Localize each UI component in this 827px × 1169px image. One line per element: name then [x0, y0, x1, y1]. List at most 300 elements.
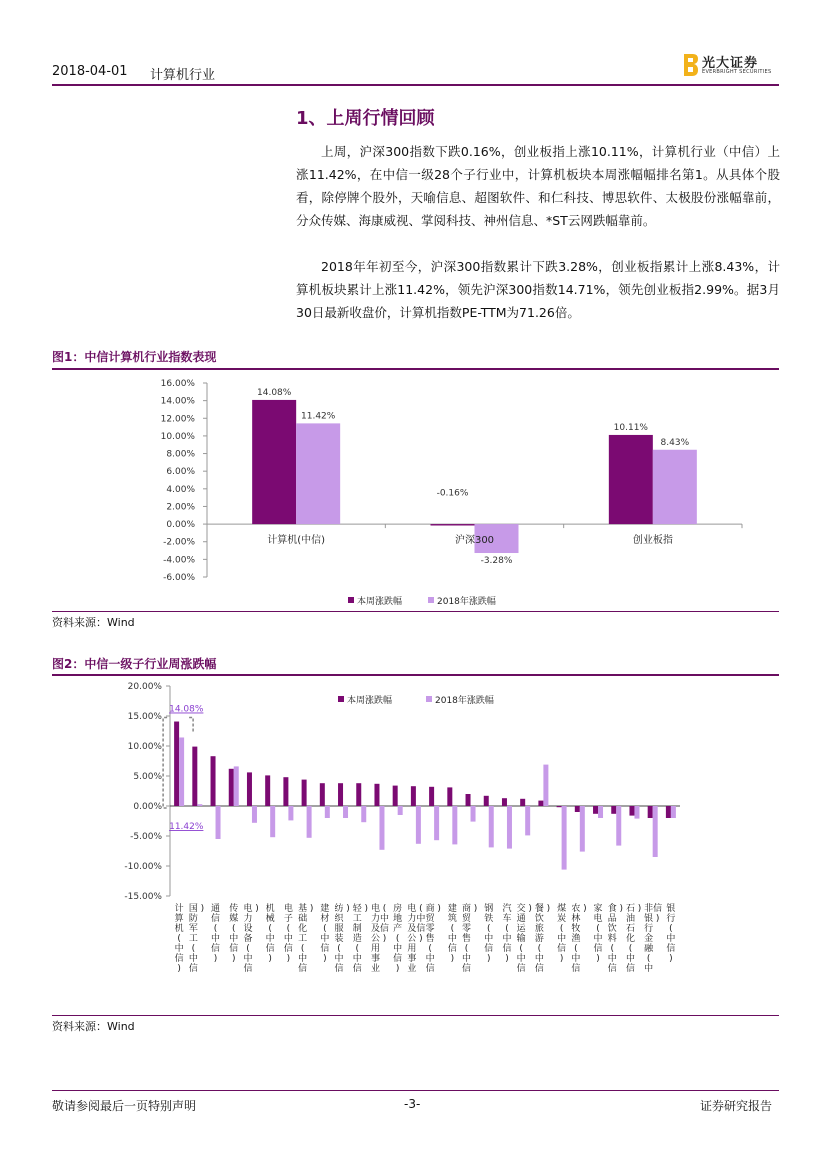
- x-tick-label: (: [428, 944, 432, 954]
- x-tick-label: 贸: [425, 914, 435, 924]
- callout-bottom-label: 11.42%: [169, 822, 204, 832]
- x-tick-label: (: [395, 934, 400, 944]
- data-label: 8.43%: [660, 437, 690, 448]
- x-tick-label: ): [637, 904, 642, 914]
- x-tick-label: 中: [593, 934, 603, 944]
- callout-top-label: 14.08%: [169, 704, 204, 715]
- x-tick-label: ): [596, 954, 600, 964]
- header-divider: [52, 84, 779, 86]
- bar-week: [557, 806, 562, 807]
- x-tick-label: 信: [484, 944, 494, 954]
- x-tick-label: ): [213, 954, 218, 964]
- x-tick-label: 电: [243, 904, 253, 914]
- y-tick-label: 6.00%: [166, 467, 195, 478]
- y-tick-label: 2.00%: [166, 502, 195, 513]
- bar-week: [356, 783, 361, 806]
- x-tick-label: 信: [265, 944, 275, 954]
- x-tick-label: 石: [625, 924, 635, 934]
- x-tick-label: 织: [334, 914, 344, 924]
- footer-page-number: -3-: [404, 1097, 421, 1111]
- bar-week: [211, 756, 216, 806]
- footer-disclaimer: 敬请参阅最后一页特别声明: [52, 1099, 197, 1113]
- x-tick-label: 餐: [534, 904, 544, 914]
- y-tick-label: 10.00%: [127, 742, 162, 752]
- x-tick-label: 商: [425, 904, 435, 914]
- x-tick-label: 交: [516, 904, 526, 914]
- x-tick-label: 信: [229, 944, 239, 954]
- bar-ytd: [653, 806, 658, 857]
- x-tick-label: ): [619, 904, 624, 914]
- bar-week: [447, 787, 452, 806]
- data-label: 14.08%: [257, 387, 292, 398]
- x-tick-label: 渔: [571, 934, 581, 944]
- x-tick-label: 传: [229, 904, 239, 914]
- x-tick-label: 炭: [557, 914, 567, 924]
- figure1-source: 资料来源：Wind: [52, 616, 135, 629]
- x-tick-label: ): [583, 904, 587, 914]
- bar-ytd: [598, 806, 603, 818]
- bar-week: [502, 798, 507, 806]
- x-tick-label: 银: [666, 904, 676, 914]
- x-tick-label: ): [473, 904, 478, 914]
- bar-week: [192, 747, 197, 806]
- x-tick-label: 信: [243, 964, 253, 974]
- x-tick-label: 中: [229, 934, 239, 944]
- x-tick-label: 纺: [334, 904, 344, 914]
- x-tick-label: 信: [462, 964, 472, 974]
- figure2-title: 图2：中信一级子行业周涨跌幅: [52, 657, 217, 671]
- x-tick-label: 信: [416, 924, 426, 934]
- bar-ytd: [562, 806, 567, 870]
- x-tick-label: 服: [334, 924, 344, 934]
- x-tick-label: ): [255, 904, 259, 914]
- bar-ytd: [580, 806, 585, 852]
- x-tick-label: (: [669, 924, 673, 934]
- x-tick-label: 信: [425, 964, 435, 974]
- x-tick-label: (: [559, 924, 564, 934]
- header-category: 计算机行业: [150, 68, 216, 83]
- x-tick-label: 建: [320, 904, 330, 914]
- bar-week: [411, 786, 416, 806]
- x-tick-label: 食: [607, 904, 617, 914]
- x-tick-label: ): [395, 964, 400, 974]
- x-tick-label: ): [323, 954, 327, 964]
- paragraph-2: 2018年年初至今，沪深300指数累计下跌3.28%，创业板指累计上涨8.43%，计算机板块累计上涨11.42%，领先沪深300指数14.71%，领先创业板指2.99%。据3月30日最新收盘价，计算机指数PE-TTM为71.26倍。: [296, 259, 780, 320]
- y-tick-label: -6.00%: [163, 573, 195, 583]
- x-tick-label: (: [286, 924, 291, 934]
- bar-week: [520, 799, 525, 806]
- bar-ytd: [379, 806, 384, 850]
- x-tick-label: 农: [571, 904, 581, 914]
- x-tick-label: 沪深300: [454, 535, 495, 547]
- x-tick-label: ): [559, 954, 564, 964]
- x-tick-label: 信: [502, 944, 512, 954]
- x-tick-label: 电: [283, 904, 293, 914]
- x-tick-label: 中: [607, 954, 617, 964]
- x-tick-label: 机: [265, 904, 275, 914]
- x-tick-label: 国: [188, 904, 198, 914]
- x-tick-label: 信: [593, 944, 603, 954]
- bar-week: [575, 806, 580, 812]
- x-tick-label: 基: [298, 904, 308, 914]
- x-tick-label: (: [450, 924, 455, 934]
- x-tick-label: 筑: [447, 914, 457, 924]
- x-tick-label: 中: [211, 934, 221, 944]
- x-tick-label: 售: [425, 934, 435, 944]
- x-tick-label: 计算机(中信): [267, 535, 326, 547]
- x-tick-label: (: [596, 924, 600, 934]
- bar-week: [393, 786, 398, 806]
- x-tick-label: 中: [298, 954, 308, 964]
- x-tick-label: 械: [265, 914, 275, 924]
- x-tick-label: 础: [298, 914, 308, 924]
- x-tick-label: ): [505, 954, 509, 964]
- x-tick-label: 子: [283, 914, 293, 924]
- y-tick-label: 0.00%: [166, 520, 195, 531]
- figure2-chart: [52, 676, 779, 1014]
- x-tick-label: (: [213, 924, 218, 934]
- x-tick-label: 中: [571, 954, 581, 964]
- x-tick-label: 工: [298, 934, 308, 944]
- x-tick-label: 中: [265, 934, 275, 944]
- x-tick-label: 信: [516, 964, 526, 974]
- bar-ytd: [525, 806, 530, 835]
- x-tick-label: 中: [334, 954, 344, 964]
- bar-week: [648, 806, 653, 818]
- bar-week: [320, 783, 325, 806]
- x-tick-label: ): [231, 954, 236, 964]
- x-tick-label: 中: [243, 954, 253, 964]
- x-tick-label: 用: [407, 944, 417, 954]
- x-tick-label: (: [537, 944, 542, 954]
- x-tick-label: 装: [334, 934, 344, 944]
- legend-swatch: [348, 597, 354, 603]
- x-tick-label: 信: [625, 964, 635, 974]
- y-tick-label: -4.00%: [163, 555, 195, 566]
- x-tick-label: ): [669, 954, 673, 964]
- x-tick-label: 信: [211, 914, 221, 924]
- x-tick-label: 饮: [607, 924, 617, 934]
- y-tick-label: 5.00%: [133, 772, 162, 782]
- x-tick-label: 轻: [352, 904, 362, 914]
- x-tick-label: 牧: [571, 924, 581, 934]
- x-tick-label: (: [355, 944, 360, 954]
- x-tick-label: 信: [211, 944, 221, 954]
- y-tick-label: 0.00%: [133, 802, 162, 812]
- bar-ytd: [197, 804, 202, 806]
- x-tick-label: 事: [407, 954, 417, 964]
- logo-cn-text: 光大证券: [702, 56, 759, 71]
- x-tick-label: 机: [174, 924, 184, 934]
- bar-ytd: [270, 806, 275, 837]
- x-tick-label: (: [323, 924, 327, 934]
- x-tick-label: ): [419, 934, 423, 944]
- x-tick-label: 化: [298, 924, 308, 934]
- bar-ytd: [616, 806, 621, 846]
- y-tick-label: -10.00%: [124, 862, 162, 872]
- bar-week: [229, 769, 234, 806]
- x-tick-label: 力: [407, 914, 417, 924]
- x-tick-label: 军: [188, 924, 198, 934]
- footer-report-type: 证券研究报告: [700, 1099, 773, 1113]
- x-tick-label: 料: [607, 934, 617, 944]
- logo-en-text: EVERBRIGHT SECURITIES: [702, 69, 772, 75]
- x-tick-label: (: [231, 924, 236, 934]
- y-tick-label: -5.00%: [130, 832, 162, 842]
- x-tick-label: 林: [571, 914, 581, 924]
- bar-week: [593, 806, 598, 814]
- bar-ytd: [343, 806, 348, 818]
- bar-week: [538, 801, 543, 806]
- figure1-bottom-rule: [52, 611, 779, 612]
- y-tick-label: 8.00%: [166, 449, 195, 460]
- bar-ytd: [288, 806, 293, 820]
- x-tick-label: 油: [625, 914, 635, 924]
- data-label: 11.42%: [301, 411, 336, 422]
- y-tick-label: 4.00%: [166, 484, 195, 495]
- x-tick-label: 制: [352, 924, 362, 934]
- y-tick-label: 16.00%: [160, 379, 195, 389]
- bar-ytd: [434, 806, 439, 840]
- x-tick-label: 信: [334, 964, 344, 974]
- bar-ytd: [671, 806, 676, 818]
- x-tick-label: ): [437, 904, 441, 914]
- x-tick-label: 信: [534, 964, 544, 974]
- bar-ytd: [325, 806, 330, 818]
- x-tick-label: 汽: [502, 904, 512, 914]
- x-tick-label: 信: [352, 964, 362, 974]
- x-tick-label: (: [246, 944, 250, 954]
- bar-ytd: [234, 766, 239, 806]
- x-tick-label: 饮: [534, 914, 544, 924]
- legend-swatch: [426, 696, 432, 702]
- figure1-title: 图1：中信计算机行业指数表现: [52, 350, 217, 364]
- bar-ytd: [416, 806, 421, 844]
- bar-ytd: [252, 806, 257, 823]
- x-tick-label: (: [464, 944, 469, 954]
- x-tick-label: 业: [370, 964, 380, 974]
- x-tick-label: 事: [370, 954, 380, 964]
- x-tick-label: 钢: [484, 904, 494, 914]
- x-tick-label: 行: [644, 924, 654, 934]
- bar-ytd: [471, 806, 476, 822]
- x-tick-label: (: [382, 904, 387, 914]
- x-tick-label: 信: [174, 954, 184, 964]
- x-tick-label: 车: [502, 914, 512, 924]
- x-tick-label: 信: [557, 944, 567, 954]
- y-tick-label: 14.00%: [160, 396, 195, 407]
- x-tick-label: 备: [243, 934, 253, 944]
- bar-week: [265, 775, 270, 806]
- x-tick-label: 设: [243, 924, 253, 934]
- x-tick-label: 家: [593, 904, 603, 914]
- x-tick-label: ): [450, 954, 455, 964]
- x-tick-label: 信: [607, 964, 617, 974]
- x-tick-label: 力: [370, 914, 380, 924]
- x-tick-label: 中: [174, 944, 184, 954]
- x-tick-label: 中: [534, 954, 544, 964]
- x-tick-label: 信: [447, 944, 457, 954]
- bar-week: [252, 400, 296, 524]
- x-tick-label: 信: [666, 944, 676, 954]
- x-tick-label: 中: [666, 934, 676, 944]
- y-tick-label: 15.00%: [127, 712, 162, 722]
- company-logo: [684, 52, 780, 82]
- x-tick-label: 中: [484, 934, 494, 944]
- y-tick-label: -15.00%: [124, 892, 162, 902]
- x-tick-label: 产: [393, 924, 403, 934]
- data-label: 10.11%: [613, 422, 648, 433]
- legend-swatch: [338, 696, 344, 702]
- bar-ytd: [653, 450, 697, 524]
- footer-divider: [52, 1090, 779, 1091]
- bar-week: [302, 780, 307, 806]
- bar-week: [431, 524, 475, 525]
- x-tick-label: (: [519, 944, 523, 954]
- bar-week: [629, 806, 634, 816]
- x-tick-label: 力: [243, 914, 253, 924]
- bar-week: [611, 806, 616, 814]
- x-tick-label: 电: [370, 904, 380, 914]
- x-tick-label: ): [346, 904, 350, 914]
- bar-week: [174, 722, 179, 806]
- x-tick-label: 商: [462, 904, 472, 914]
- x-tick-label: 铁: [484, 914, 494, 924]
- x-tick-label: (: [574, 944, 578, 954]
- x-tick-label: ): [177, 964, 181, 974]
- x-tick-label: 信: [298, 964, 308, 974]
- figure1-top-rule: [52, 368, 779, 370]
- x-tick-label: 公: [407, 934, 417, 944]
- bar-week: [484, 796, 489, 806]
- y-tick-label: 10.00%: [160, 431, 195, 442]
- bar-ytd: [361, 806, 366, 822]
- x-tick-label: 算: [174, 914, 184, 924]
- figure2-bottom-rule: [52, 1015, 779, 1016]
- paragraph-1: 上周，沪深300指数下跌0.16%，创业板指上涨10.11%，计算机行业（中信）上涨11.42%，在中信一级28个子行业中，计算机板块本周涨幅幅排名第1。从具体个股看，除停牌个股外，天喻信息、超图软件、和仁科技、博思软件、太极股份涨幅靠前，分众传媒、海康威视、掌阅科技、神州信息、*ST云网跌幅靠前。: [296, 144, 780, 228]
- x-tick-label: ): [546, 904, 551, 914]
- bar-week: [338, 783, 343, 806]
- x-tick-label: 售: [462, 934, 472, 944]
- legend-label: 2018年涨跌幅: [437, 597, 496, 607]
- x-tick-label: 零: [425, 924, 435, 934]
- x-tick-label: 品: [607, 914, 617, 924]
- x-tick-label: 材: [320, 914, 330, 924]
- x-tick-label: (: [505, 924, 509, 934]
- x-tick-label: 通: [211, 904, 221, 914]
- x-tick-label: 中: [462, 954, 472, 964]
- bar-ytd: [179, 737, 184, 806]
- x-tick-label: 工: [352, 914, 362, 924]
- x-tick-label: 贸: [462, 914, 472, 924]
- x-tick-label: 计: [174, 904, 184, 914]
- x-tick-label: (: [177, 934, 181, 944]
- x-tick-label: (: [646, 954, 651, 964]
- bar-week: [283, 777, 288, 806]
- bar-ytd: [398, 806, 403, 815]
- x-tick-label: 信: [653, 904, 663, 914]
- x-tick-label: ): [286, 954, 291, 964]
- x-tick-label: 建: [447, 904, 457, 914]
- x-tick-label: ): [268, 954, 272, 964]
- bar-ytd: [296, 423, 340, 524]
- header-date: 2018-04-01: [52, 64, 128, 79]
- x-tick-label: 中: [416, 914, 426, 924]
- x-tick-label: 旅: [534, 924, 544, 934]
- x-tick-label: 融: [644, 944, 654, 954]
- x-tick-label: 中: [379, 914, 389, 924]
- x-tick-label: 及: [370, 924, 380, 934]
- legend-label: 2018年涨跌幅: [435, 696, 494, 706]
- data-label: -3.28%: [480, 556, 513, 567]
- legend-label: 本周涨跌幅: [347, 696, 393, 706]
- x-tick-label: 中: [557, 934, 567, 944]
- x-tick-label: 电: [407, 904, 417, 914]
- x-tick-label: (: [268, 924, 272, 934]
- x-tick-label: 中: [320, 934, 330, 944]
- bar-ytd: [452, 806, 457, 844]
- x-tick-label: 中: [516, 954, 526, 964]
- x-tick-label: 信: [283, 944, 293, 954]
- x-tick-label: 电: [593, 914, 603, 924]
- x-tick-label: (: [419, 904, 423, 914]
- x-tick-label: 中: [393, 944, 403, 954]
- x-tick-label: 中: [188, 954, 198, 964]
- x-tick-label: 房: [393, 904, 403, 914]
- x-tick-label: 金: [644, 934, 654, 944]
- x-tick-label: 中: [502, 934, 512, 944]
- x-tick-label: 信: [571, 964, 581, 974]
- x-tick-label: 信: [188, 964, 198, 974]
- y-tick-label: -2.00%: [163, 537, 195, 548]
- x-tick-label: 公: [370, 934, 380, 944]
- x-tick-label: (: [337, 944, 341, 954]
- bar-ytd: [307, 806, 312, 838]
- x-tick-label: 媒: [229, 914, 239, 924]
- figure1-chart: [52, 372, 779, 610]
- x-tick-label: 银: [644, 914, 654, 924]
- x-tick-label: 输: [516, 934, 526, 944]
- data-label: -0.16%: [436, 488, 469, 499]
- bar-ytd: [634, 806, 639, 819]
- bar-week: [247, 772, 252, 806]
- x-tick-label: 防: [188, 914, 198, 924]
- x-tick-label: 通: [516, 914, 526, 924]
- x-tick-label: ): [309, 904, 314, 914]
- x-tick-label: 信: [320, 944, 330, 954]
- section-title: 1、上周行情回顾: [296, 108, 435, 129]
- bar-week: [466, 794, 471, 806]
- x-tick-label: 中: [283, 934, 293, 944]
- bar-ytd: [507, 806, 512, 849]
- x-tick-label: ): [655, 914, 660, 924]
- legend-label: 本周涨跌幅: [357, 597, 403, 607]
- x-tick-label: 中: [447, 934, 457, 944]
- x-tick-label: 零: [462, 924, 472, 934]
- x-tick-label: 用: [370, 944, 380, 954]
- x-tick-label: 煤: [557, 904, 567, 914]
- x-tick-label: (: [191, 944, 196, 954]
- x-tick-label: ): [200, 904, 205, 914]
- bar-week: [429, 787, 434, 806]
- logo-mark-icon: [684, 54, 698, 76]
- x-tick-label: 中: [625, 954, 635, 964]
- x-tick-label: ): [364, 904, 369, 914]
- x-tick-label: (: [300, 944, 305, 954]
- x-tick-label: 运: [516, 924, 526, 934]
- x-tick-label: 中: [352, 954, 362, 964]
- bar-ytd: [543, 765, 548, 806]
